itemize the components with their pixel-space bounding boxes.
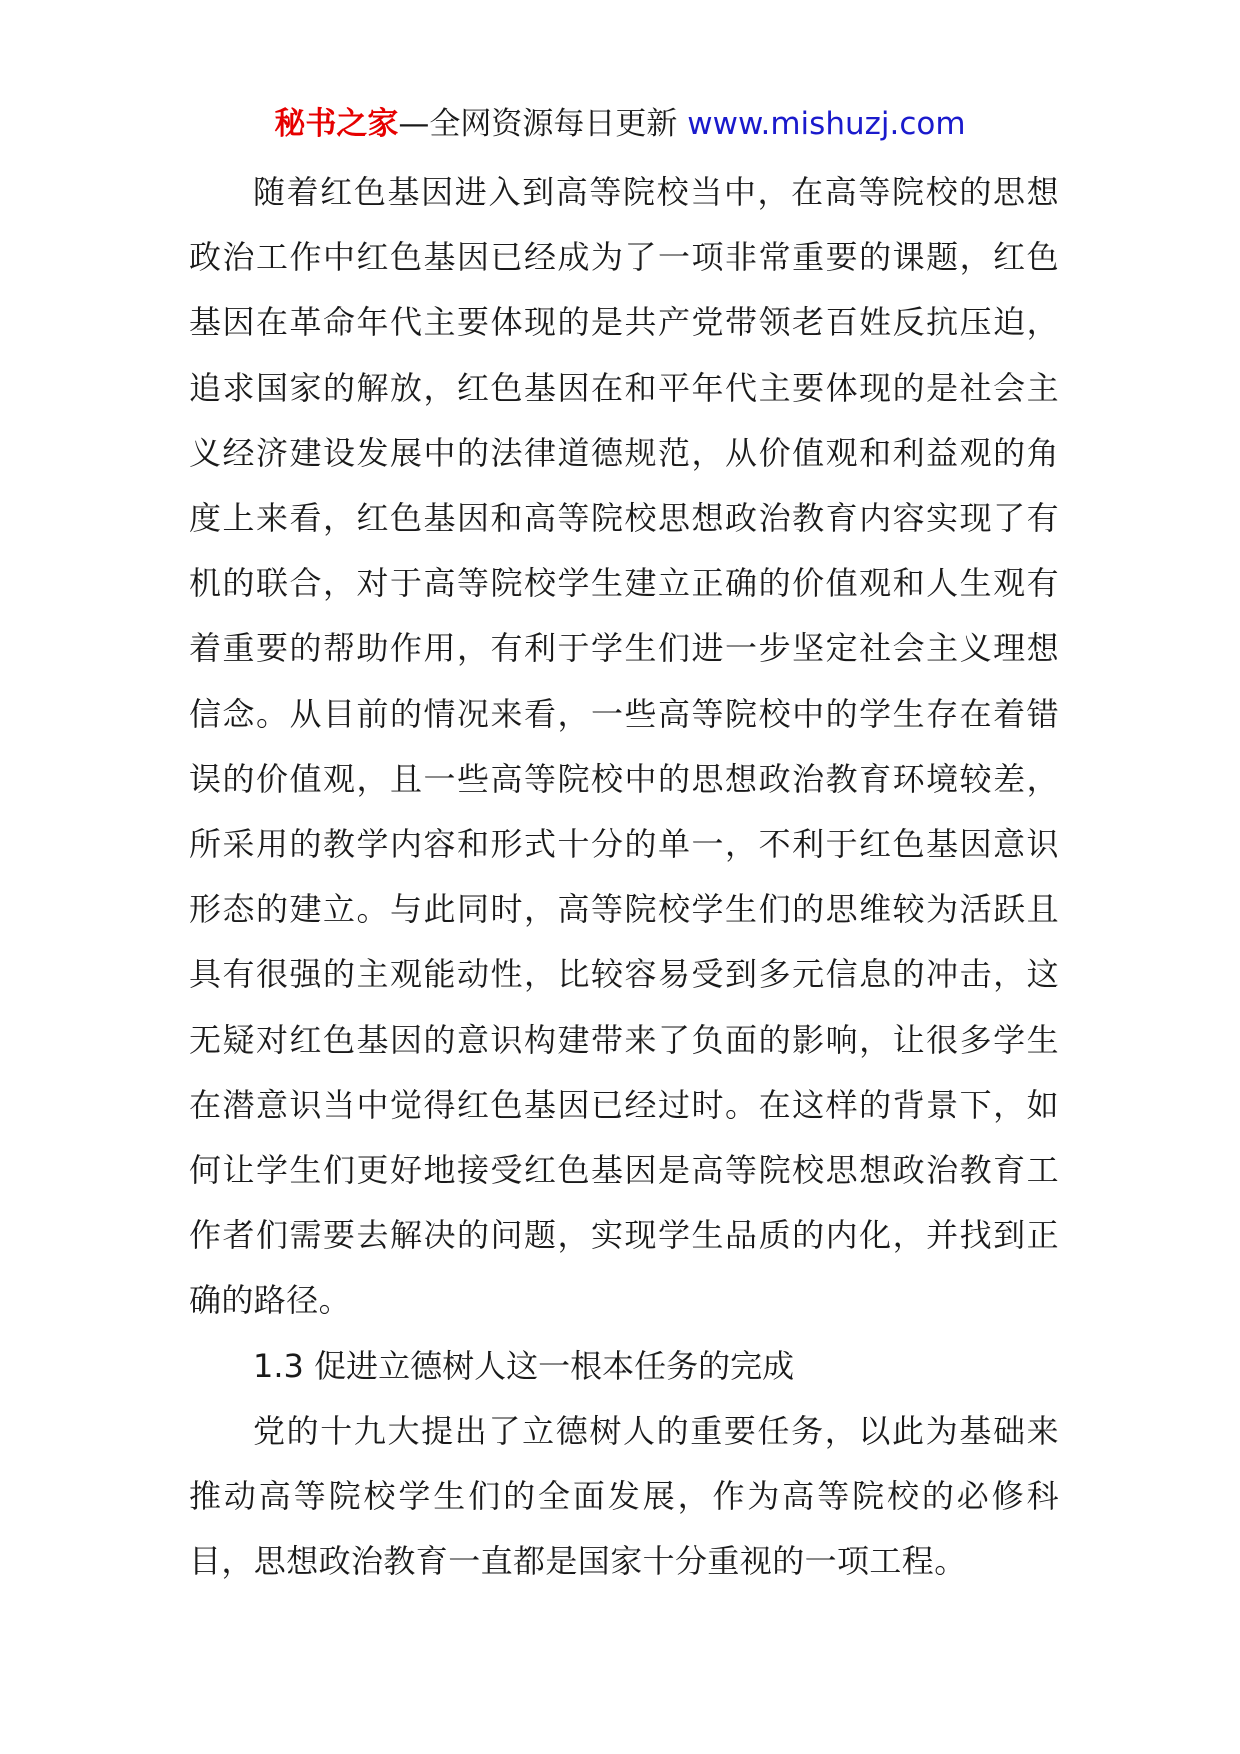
brand-name: 秘书之家	[274, 106, 399, 142]
section-heading: 1.3 促进立德树人这一根本任务的完成	[253, 1346, 795, 1385]
body-paragraph: 随着红色基因进入到高等院校当中，在高等院校的思想政治工作中红色基因已经成为了一项非常重要的课题，红色基因在革命年代主要体现的是共产党带领老百姓反抗压迫，追求国家的解放，红色基因在和平年代主要体现的是社会主义经济建设发展中的法律道德规范，从价值观和利益观的角度上来看，红色基因和高等院校思想政治教育内容实现了有机的联合，对于高等院校学生建立正确的价值观和人生观有着重要的帮助作用，有利于学生们进一步坚定社会主义理想信念。从目前的情况来看，一些高等院校中的学生存在着错误的价值观，且一些高等院校中的思想政治教育环境较差，所采用的教学内容和形式十分的单一，不利于红色基因意识形态的建立。与此同时，高等院校学生们的思维较为活跃且具有很强的主观能动性，比较容易受到多元信息的冲击，这无疑对红色基因的意识构建带来了负面的影响，让很多学生在潜意识当中觉得红色基因已经过时。在这样的背景下，如何让学生们更好地接受红色基因是高等院校思想政治教育工作者们需要去解决的问题，实现学生品质的内化，并找到正确的路径。	[189, 173, 1059, 1320]
document-body	[189, 160, 1059, 1594]
site-url-link[interactable]: www.mishuzj.com	[687, 106, 966, 142]
page-header	[0, 100, 1240, 148]
body-paragraph: 党的十九大提出了立德树人的重要任务，以此为基础来推动高等院校学生们的全面发展，作为高等院校的必修科目，思想政治教育一直都是国家十分重视的一项工程。	[189, 1411, 1059, 1581]
header-tagline: —全网资源每日更新	[398, 106, 688, 142]
